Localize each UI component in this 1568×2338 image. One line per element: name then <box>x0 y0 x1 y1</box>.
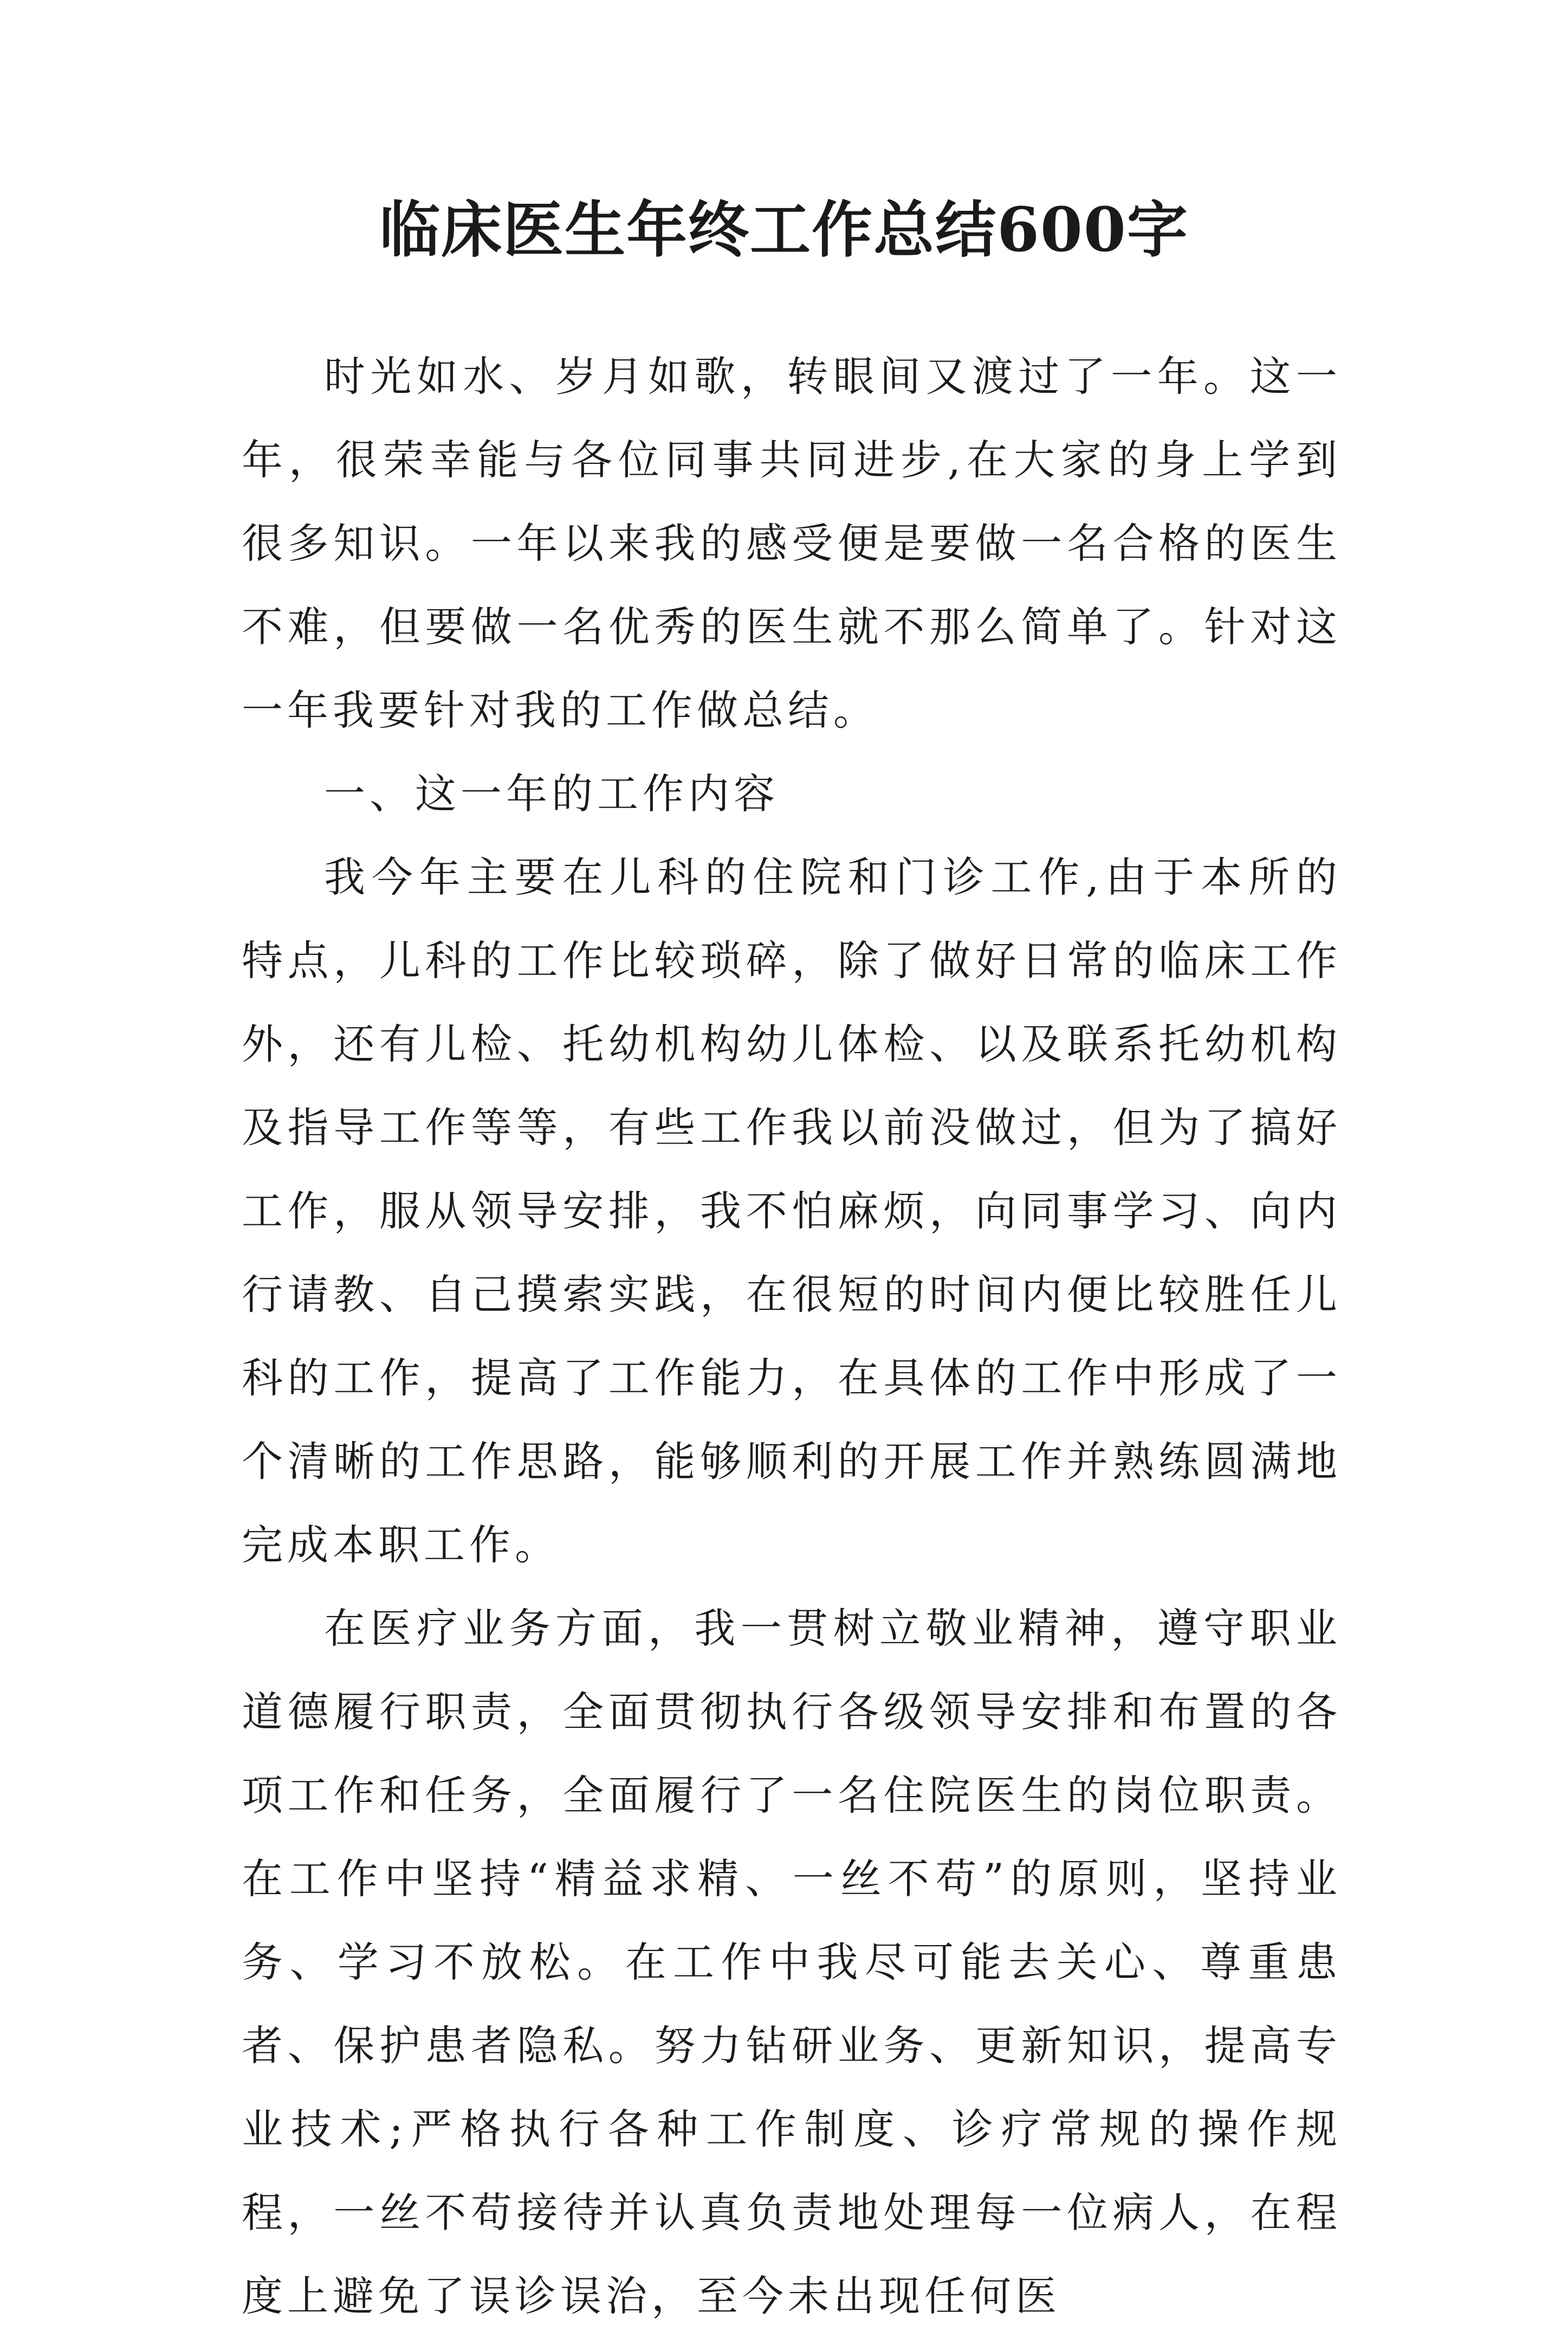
section-heading-work-content: 一、这一年的工作内容 <box>324 770 779 818</box>
document-body <box>242 335 1342 2338</box>
paragraph-intro: 时光如水、岁月如歌，转眼间又渡过了一年。这一年，很荣幸能与各位同事共同进步,在大家的身上学到很多知识。一年以来我的感受便是要做一名合格的医生不难，但要做一名优秀的医生就不那么简单了。针对这一年我要针对我的工作做总结。 <box>242 352 1342 734</box>
document-title: 临床医生年终工作总结600字 <box>379 195 1189 266</box>
paragraph-medical-business: 在医疗业务方面，我一贯树立敬业精神，遵守职业道德履行职责，全面贯彻执行各级领导安排和布置的各项工作和任务，全面履行了一名住院医生的岗位职责。在工作中坚持“精益求精、一丝不苟”的原则，坚持业务、学习不放松。在工作中我尽可能去关心、尊重患者、保护患者隐私。努力钻研业务、更新知识，提高专业技术;严格执行各种工作制度、诊疗常规的操作规程，一丝不苟接待并认真负责地处理每一位病人，在程度上避免了误诊误治，至今未出现任何医 <box>242 1604 1342 2320</box>
paragraph-pediatrics-work: 我今年主要在儿科的住院和门诊工作,由于本所的特点，儿科的工作比较琐碎，除了做好日常的临床工作外，还有儿检、托幼机构幼儿体检、以及联系托幼机构及指导工作等等，有些工作我以前没做过，但为了搞好工作，服从领导安排，我不怕麻烦，向同事学习、向内行请教、自己摸索实践，在很短的时间内便比较胜任儿科的工作，提高了工作能力，在具体的工作中形成了一个清晰的工作思路，能够顺利的开展工作并熟练圆满地完成本职工作。 <box>242 853 1342 1569</box>
